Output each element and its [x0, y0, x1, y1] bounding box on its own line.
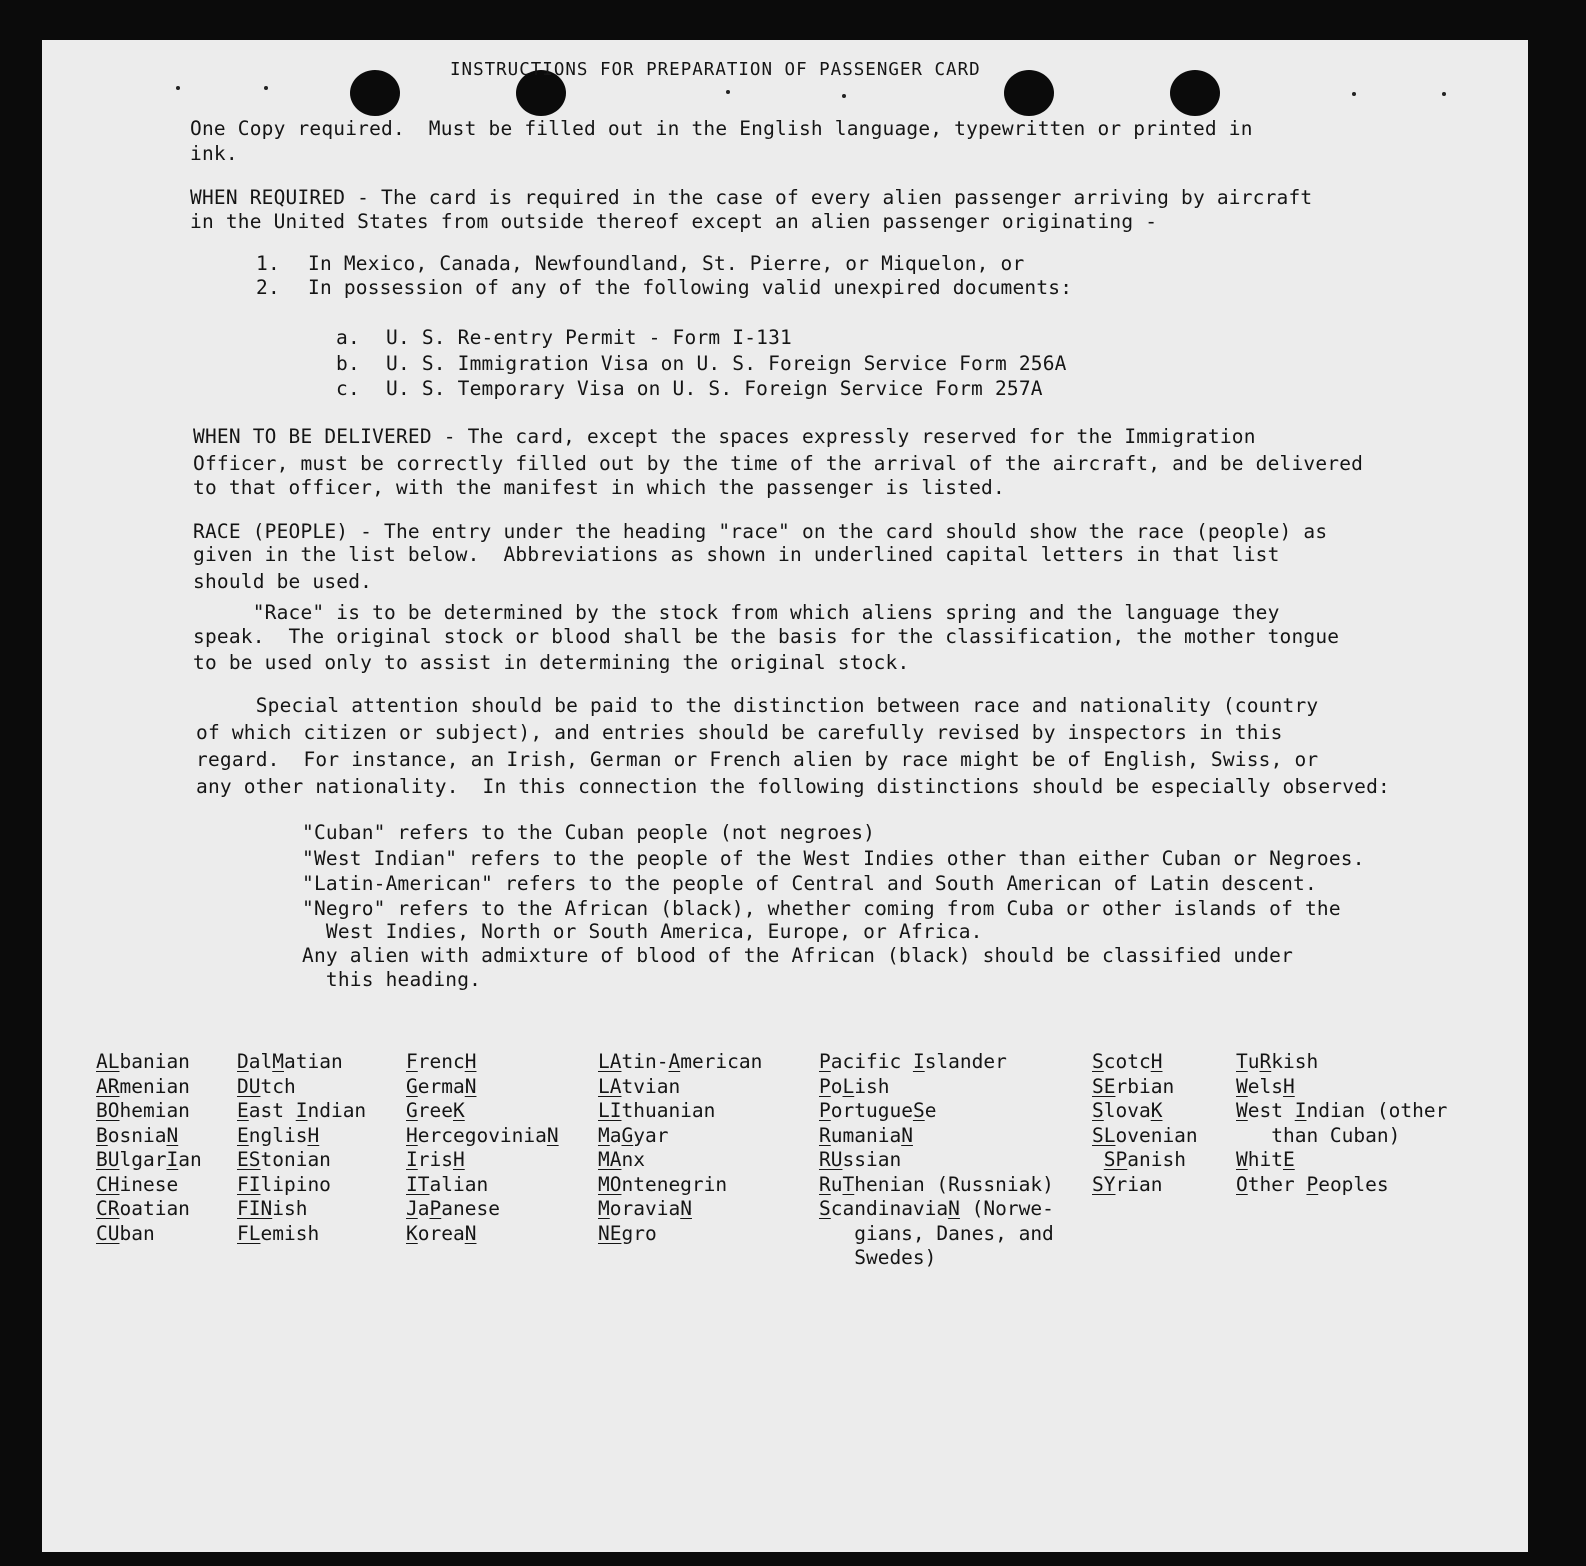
- abbreviation-letters: N: [546, 1123, 559, 1147]
- race-list-item: EnglisH: [237, 1123, 320, 1147]
- abbreviation-letters: W: [1236, 1099, 1248, 1122]
- abbreviation-letters: J: [406, 1197, 418, 1220]
- abbreviation-letters: MO: [598, 1172, 622, 1196]
- punch-hole: [1170, 70, 1220, 116]
- punch-hole: [1004, 70, 1054, 116]
- race-list-item: SlovaK: [1092, 1099, 1163, 1122]
- abbreviation-letters: E: [1282, 1148, 1295, 1171]
- abbreviation-letters: H: [1282, 1074, 1295, 1098]
- page-title: INSTRUCTIONS FOR PREPARATION OF PASSENGER CARD: [450, 60, 981, 80]
- race-list-item: IrisH: [406, 1148, 465, 1171]
- list-item: In Mexico, Canada, Newfoundland, St. Pierre, or Miquelon, or: [308, 252, 1025, 275]
- abbreviation-letters: M: [598, 1197, 610, 1220]
- abbreviation-letters: K: [452, 1099, 465, 1122]
- race-list-item: BOhemian: [96, 1099, 190, 1122]
- race-list-item: RumaniaN: [819, 1123, 913, 1147]
- abbreviation-letters: FI: [237, 1197, 261, 1220]
- sublist-letter: b.: [336, 352, 360, 375]
- abbreviation-letters: N: [948, 1197, 960, 1220]
- race-list-item: Pacific Islander: [819, 1050, 1007, 1073]
- abbreviation-letters: S: [912, 1099, 925, 1122]
- distinction-line: this heading.: [302, 968, 482, 991]
- race-list-column: [598, 1050, 762, 1246]
- race-list-item: FrencH: [406, 1050, 477, 1073]
- abbreviation-letters: CR: [96, 1197, 120, 1220]
- abbreviation-letters: H: [1150, 1050, 1163, 1073]
- abbreviation-letters: BU: [96, 1148, 120, 1171]
- sublist-item: U. S. Temporary Visa on U. S. Foreign Service Form 257A: [386, 377, 1043, 400]
- abbreviation-letters: IT: [406, 1172, 430, 1196]
- abbreviation-letters: W: [1236, 1074, 1248, 1098]
- abbreviation-letters: M: [598, 1123, 610, 1147]
- abbreviation-letters: CU: [96, 1221, 120, 1245]
- race-list-item: than Cuban): [1236, 1123, 1401, 1147]
- page-speck: [726, 90, 730, 94]
- distinction-line: "Latin-American" refers to the people of Central and South American of Latin descent.: [302, 872, 1317, 895]
- abbreviation-letters: D: [237, 1050, 249, 1073]
- distinction-line: "Negro" refers to the African (black), whether coming from Cuba or other islands of the: [302, 897, 1341, 920]
- abbreviation-letters: R: [819, 1123, 831, 1147]
- abbreviation-letters: LI: [598, 1099, 622, 1122]
- race-list-item: ARmenian: [96, 1074, 190, 1098]
- race-list-item: ITalian: [406, 1172, 489, 1196]
- sublist-letter: c.: [336, 377, 360, 400]
- abbreviation-letters: E: [237, 1099, 249, 1122]
- page-speck: [264, 86, 268, 90]
- abbreviation-letters: SP: [1103, 1148, 1128, 1171]
- race-list-item: Swedes): [819, 1246, 937, 1269]
- race-list-item: Other Peoples: [1236, 1172, 1389, 1196]
- race-list-item: West Indian (other: [1236, 1099, 1448, 1122]
- abbreviation-letters: N: [901, 1123, 913, 1147]
- distinction-line: "West Indian" refers to the people of the West Indies other than either Cuban or Negroes.: [302, 847, 1365, 870]
- when-delivered-line-2: Officer, must be correctly filled out by the time of the arrival of the aircraft, and be delivered: [193, 452, 1364, 475]
- race-list-item: WhitE: [1236, 1148, 1295, 1171]
- race-line-1: RACE (PEOPLE) - The entry under the heading "race" on the card should show the race (people) as: [193, 520, 1328, 543]
- when-required-line-2: in the United States from outside thereof except an alien passenger originating -: [190, 210, 1158, 233]
- abbreviation-letters: RU: [819, 1148, 843, 1171]
- race-list-item: MOntenegrin: [598, 1172, 728, 1196]
- race-list-item: WelsH: [1236, 1074, 1295, 1098]
- special-attention-line-3: regard. For instance, an Irish, German or French alien by race might be of English, Swiss, or: [196, 748, 1319, 771]
- abbreviation-letters: H: [464, 1050, 477, 1073]
- abbreviation-letters: S: [1092, 1099, 1104, 1122]
- abbreviation-letters: W: [1236, 1148, 1248, 1171]
- race-determined-line-2: speak. The original stock or blood shall be the basis for the classification, the mother tongue: [193, 625, 1340, 648]
- race-list-item: LAtvian: [598, 1074, 681, 1098]
- sublist-item: U. S. Immigration Visa on U. S. Foreign Service Form 256A: [386, 352, 1067, 375]
- race-list-item: ScandinaviaN (Norwe-: [819, 1197, 1054, 1220]
- race-list-column: [1092, 1050, 1198, 1197]
- abbreviation-letters: N: [464, 1221, 477, 1245]
- page-speck: [842, 94, 846, 98]
- race-list-item: East Indian: [237, 1099, 367, 1122]
- abbreviation-letters: SL: [1092, 1123, 1116, 1147]
- abbreviation-letters: K: [1150, 1099, 1163, 1122]
- abbreviation-letters: N: [166, 1123, 179, 1147]
- page-speck: [1442, 92, 1446, 96]
- abbreviation-letters: G: [621, 1123, 634, 1147]
- when-delivered-line-1: WHEN TO BE DELIVERED - The card, except the spaces expressly reserved for the Immigration: [193, 425, 1256, 448]
- race-list-item: GreeK: [406, 1099, 465, 1122]
- special-attention-line-2: of which citizen or subject), and entries should be carefully revised by inspectors in this: [196, 721, 1283, 744]
- race-list-item: DUtch: [237, 1074, 296, 1098]
- list-item: In possession of any of the following valid unexpired documents:: [308, 276, 1073, 299]
- list-number: 2.: [256, 276, 280, 299]
- race-list-item: PoLish: [819, 1074, 890, 1098]
- abbreviation-letters: N: [260, 1197, 273, 1220]
- abbreviation-letters: T: [842, 1172, 855, 1196]
- page-speck: [176, 86, 180, 90]
- abbreviation-letters: H: [406, 1123, 418, 1147]
- race-line-2: given in the list below. Abbreviations as shown in underlined capital letters in that list: [193, 543, 1280, 566]
- race-list-item: RuThenian (Russniak): [819, 1172, 1054, 1196]
- sublist-item: U. S. Re-entry Permit - Form I-131: [386, 326, 792, 349]
- abbreviation-letters: S: [819, 1197, 831, 1220]
- race-list-item: ALbanian: [96, 1050, 190, 1073]
- race-list-column: [1236, 1050, 1447, 1197]
- abbreviation-letters: LA: [598, 1074, 622, 1098]
- special-attention-line-1: Special attention should be paid to the distinction between race and nationality (country: [196, 694, 1319, 717]
- punch-hole: [350, 70, 400, 116]
- abbreviation-letters: G: [406, 1074, 418, 1098]
- abbreviation-letters: P: [819, 1074, 831, 1098]
- race-list-item: FIlipino: [237, 1172, 331, 1196]
- race-list-item: MaGyar: [598, 1123, 669, 1147]
- distinction-line: "Cuban" refers to the Cuban people (not negroes): [302, 821, 876, 844]
- distinction-line: Any alien with admixture of blood of the African (black) should be classified under: [302, 944, 1294, 967]
- race-list-item: MoraviaN: [598, 1197, 692, 1220]
- abbreviation-letters: L: [842, 1074, 855, 1098]
- abbreviation-letters: S: [1092, 1050, 1104, 1073]
- race-list-item: NEgro: [598, 1221, 657, 1245]
- race-list-item: HercegoviniaN: [406, 1123, 559, 1147]
- abbreviation-letters: I: [295, 1099, 308, 1122]
- abbreviation-letters: P: [429, 1197, 442, 1220]
- abbreviation-letters: I: [166, 1148, 179, 1171]
- race-list-column: [819, 1050, 1054, 1271]
- race-list-item: BosniaN: [96, 1123, 179, 1147]
- abbreviation-letters: B: [96, 1123, 108, 1147]
- race-list-item: GermaN: [406, 1074, 477, 1098]
- abbreviation-letters: H: [452, 1148, 465, 1171]
- abbreviation-letters: I: [1294, 1099, 1307, 1122]
- race-list-item: SErbian: [1092, 1074, 1175, 1098]
- abbreviation-letters: NE: [598, 1221, 622, 1245]
- race-list-item: CHinese: [96, 1172, 179, 1196]
- abbreviation-letters: LA: [598, 1050, 622, 1073]
- special-attention-line-4: any other nationality. In this connection the following distinctions should be especially observed:: [196, 775, 1390, 798]
- race-list-item: RUssian: [819, 1148, 902, 1171]
- abbreviation-letters: P: [819, 1099, 831, 1122]
- race-list-item: JaPanese: [406, 1197, 500, 1220]
- abbreviation-letters: CH: [96, 1172, 120, 1196]
- list-number: 1.: [256, 252, 280, 275]
- abbreviation-letters: FL: [237, 1221, 261, 1245]
- race-list-item: MAnx: [598, 1148, 645, 1171]
- abbreviation-letters: I: [912, 1050, 925, 1073]
- race-list-item: EStonian: [237, 1148, 331, 1171]
- when-required-line-1: WHEN REQUIRED - The card is required in the case of every alien passenger arriving by aircraft: [190, 186, 1313, 209]
- abbreviation-letters: E: [237, 1123, 249, 1147]
- abbreviation-letters: ES: [237, 1148, 261, 1171]
- race-list-item: SPanish: [1103, 1148, 1186, 1171]
- race-determined-line-1: "Race" is to be determined by the stock from which aliens spring and the language they: [193, 601, 1280, 624]
- abbreviation-letters: SE: [1092, 1074, 1116, 1098]
- sublist-letter: a.: [336, 326, 360, 349]
- race-list-item: ScotcH: [1092, 1050, 1163, 1073]
- race-list-column: [237, 1050, 366, 1246]
- race-list-item: KoreaN: [406, 1221, 477, 1245]
- race-list-item: DalMatian: [237, 1050, 343, 1073]
- page-speck: [1352, 92, 1356, 96]
- abbreviation-letters: P: [1306, 1172, 1319, 1196]
- race-list-item: FLemish: [237, 1221, 320, 1245]
- abbreviation-letters: A: [668, 1050, 681, 1073]
- abbreviation-letters: T: [1236, 1050, 1248, 1073]
- abbreviation-letters: R: [819, 1172, 831, 1196]
- abbreviation-letters: I: [406, 1148, 418, 1171]
- race-list-item: CRoatian: [96, 1197, 190, 1220]
- intro-line-2: ink.: [190, 142, 238, 165]
- intro-line-1: One Copy required. Must be filled out in the English language, typewritten or printed in: [190, 117, 1253, 140]
- abbreviation-letters: G: [406, 1099, 418, 1122]
- abbreviation-letters: SY: [1092, 1172, 1116, 1196]
- race-line-3: should be used.: [193, 570, 373, 593]
- when-delivered-line-3: to that officer, with the manifest in which the passenger is listed.: [193, 476, 1005, 499]
- abbreviation-letters: K: [406, 1221, 418, 1245]
- race-list-item: CUban: [96, 1221, 155, 1245]
- race-list-item: SYrian: [1092, 1172, 1163, 1196]
- abbreviation-letters: FI: [237, 1172, 261, 1196]
- abbreviation-letters: BO: [96, 1099, 120, 1122]
- race-list-column: [96, 1050, 202, 1246]
- distinction-line: West Indies, North or South America, Europe, or Africa.: [302, 920, 983, 943]
- race-list-item: gians, Danes, and: [819, 1221, 1054, 1245]
- race-list-item: SLovenian: [1092, 1123, 1198, 1147]
- race-list-item: LAtin-American: [598, 1050, 763, 1073]
- race-list-item: BUlgarIan: [96, 1148, 202, 1171]
- race-list-item: TuRkish: [1236, 1050, 1319, 1073]
- race-determined-line-3: to be used only to assist in determining the original stock.: [193, 651, 910, 674]
- abbreviation-letters: AR: [96, 1074, 120, 1098]
- race-list-item: PortugueSe: [819, 1099, 937, 1122]
- abbreviation-letters: O: [1236, 1172, 1248, 1196]
- race-list-column: [406, 1050, 559, 1246]
- abbreviation-letters: H: [307, 1123, 320, 1147]
- race-list-item: FINish: [237, 1197, 308, 1220]
- abbreviation-letters: R: [1259, 1050, 1272, 1073]
- abbreviation-letters: AL: [96, 1050, 120, 1073]
- document-page: [42, 40, 1528, 1552]
- abbreviation-letters: MA: [598, 1148, 622, 1171]
- abbreviation-letters: P: [819, 1050, 831, 1073]
- race-list-item: LIthuanian: [598, 1099, 716, 1122]
- abbreviation-letters: F: [406, 1050, 418, 1073]
- abbreviation-letters: N: [464, 1074, 477, 1098]
- abbreviation-letters: M: [272, 1050, 284, 1073]
- abbreviation-letters: DU: [237, 1074, 261, 1098]
- abbreviation-letters: N: [680, 1197, 692, 1220]
